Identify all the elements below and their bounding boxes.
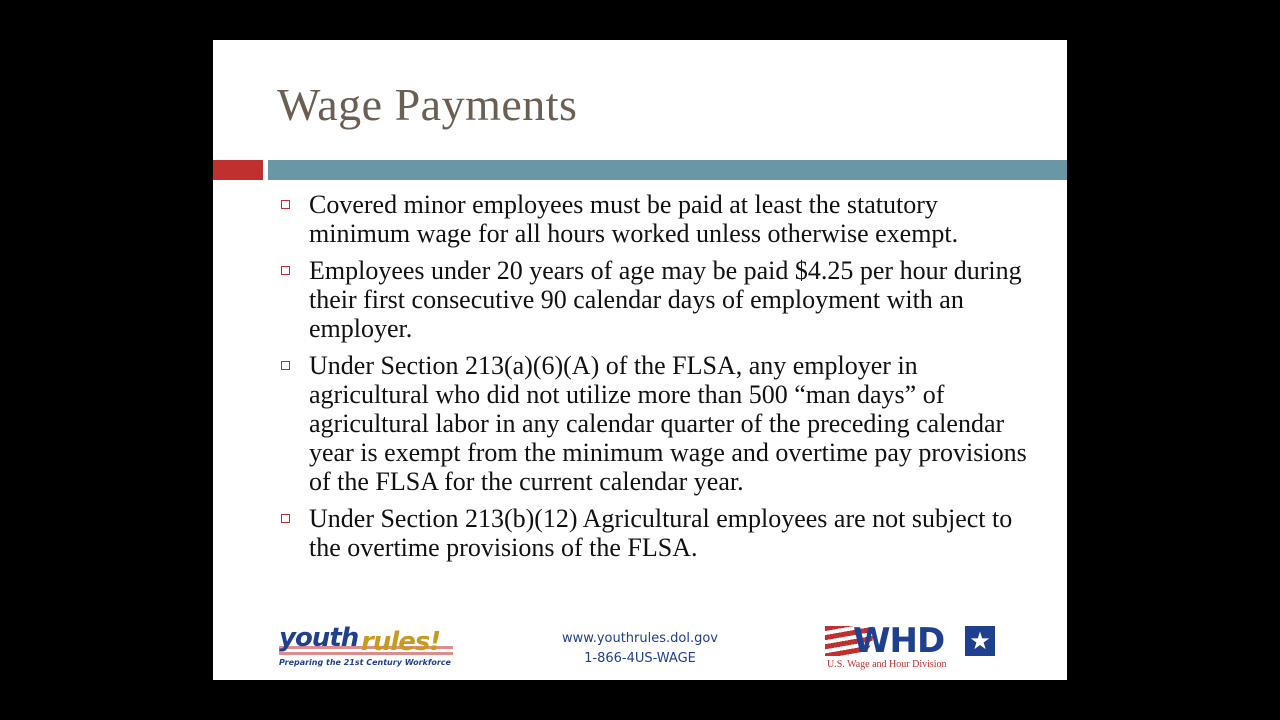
- bullet-item: [281, 190, 1031, 248]
- bullet-text: Covered minor employees must be paid at least the statutory minimum wage for all hours worked unless otherwise exempt.: [309, 190, 959, 248]
- square-bullet-icon: [281, 361, 290, 370]
- title-accent-bar-red: [213, 160, 263, 180]
- whd-logo-letters: WHD: [853, 621, 945, 661]
- bullet-text: Under Section 213(a)(6)(A) of the FLSA, any employer in agricultural who did not utilize more than 500 “man days” of agricultural labor in any calendar quarter of the preceding calendar year is exempt from the minimum wage and overtime pay provisions of the FLSA for the current calendar year.: [309, 351, 1027, 496]
- bullet-item: [281, 351, 1031, 496]
- star-icon: ★: [965, 626, 995, 656]
- bullet-item: [281, 504, 1031, 562]
- bullet-list: [281, 190, 1031, 570]
- bullet-text: Under Section 213(b)(12) Agricultural employees are not subject to the overtime provisions of the FLSA.: [309, 504, 1013, 562]
- youthrules-logo-word: youth: [279, 623, 359, 653]
- slide-footer: [213, 620, 1067, 680]
- youthrules-logo-word: rules!: [361, 627, 441, 657]
- square-bullet-icon: [281, 514, 290, 523]
- title-accent-bar-blue: [268, 160, 1067, 180]
- youthrules-logo: [277, 624, 457, 668]
- bullet-text: Employees under 20 years of age may be paid $4.25 per hour during their first consecutive 90 calendar days of employment with an employer.: [309, 256, 1022, 343]
- square-bullet-icon: [281, 266, 290, 275]
- slide-title: Wage Payments: [277, 79, 578, 130]
- youthrules-tagline: Preparing the 21st Century Workforce: [279, 658, 451, 667]
- phone-text: 1-866-4US-WAGE: [584, 651, 696, 666]
- contact-info: [540, 629, 740, 669]
- slide: [213, 40, 1067, 680]
- whd-tagline: U.S. Wage and Hour Division: [827, 659, 947, 670]
- bullet-item: [281, 256, 1031, 343]
- whd-logo: [823, 622, 998, 672]
- square-bullet-icon: [281, 200, 290, 209]
- website-text: www.youthrules.dol.gov: [561, 631, 718, 646]
